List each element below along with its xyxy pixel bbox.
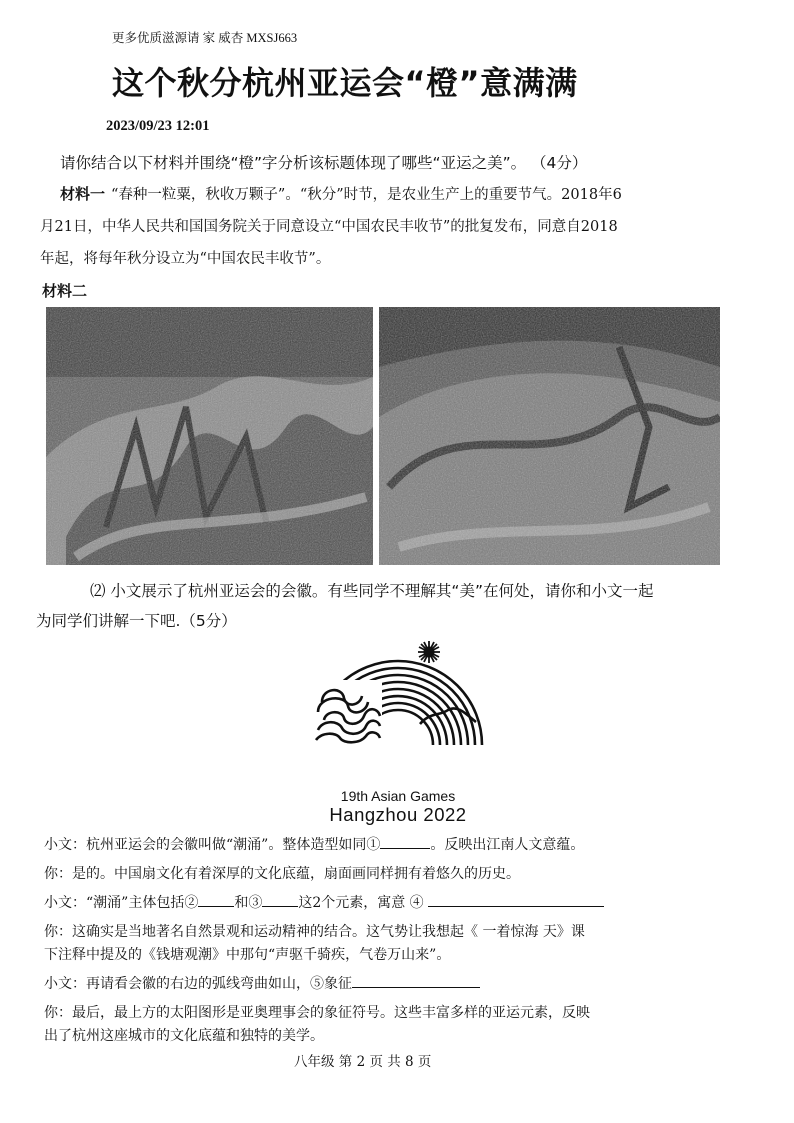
emblem-caption-city: Hangzhou 2022 <box>329 804 467 825</box>
dialogue-line-6b: 出了杭州这座城市的文化底蕴和独特的美学。 <box>44 1028 324 1044</box>
material-1-line-3: 年起，将每年秋分设立为“中国农民丰收节”。 <box>40 251 331 267</box>
article-date: 2023/09/23 12:01 <box>106 118 210 134</box>
photo-right <box>379 307 720 565</box>
material-1-line-2: 月21日，中华人民共和国国务院关于同意设立“中国农民丰收节”的批复发布，同意自2018 <box>40 219 618 235</box>
tide-waves-icon <box>312 680 382 746</box>
dialogue-text: 小文：“潮涌”主体包括② <box>44 895 199 911</box>
dialogue-line-1 <box>44 834 584 854</box>
answer-blank-1[interactable] <box>380 834 430 849</box>
page-footer: 八年级 第 2 页 共 8 页 <box>294 1054 432 1070</box>
dialogue-line-4a: 你：这确实是当地著名自然景观和运动精神的结合。这气势让我想起《 一着惊海 天》课 <box>44 924 585 940</box>
answer-blank-3[interactable] <box>262 892 298 907</box>
question-1: 请你结合以下材料并围绕“橙”字分析该标题体现了哪些“亚运之美”。 （4分） <box>60 154 588 172</box>
dialogue-line-6a: 你：最后，最上方的太阳图形是亚奥理事会的象征符号。这些丰富多样的亚运元素，反映 <box>44 1005 590 1021</box>
question-2-line-1: ⑵ 小文展示了杭州亚运会的会徽。有些同学不理解其“美”在何处，请你和小文一起 <box>90 582 654 600</box>
dialogue-text: 和③ <box>234 895 263 911</box>
dialogue-line-5 <box>44 973 480 993</box>
photo-left <box>46 307 373 565</box>
answer-blank-5[interactable] <box>352 973 480 988</box>
material-1-line-1 <box>60 183 622 204</box>
answer-blank-2[interactable] <box>198 892 234 907</box>
watermark-text: 更多优质滋源请 家 威杏 MXSJ663 <box>112 31 298 45</box>
material-1-label: 材料一 <box>60 185 106 203</box>
question-2-line-2: 为同学们讲解一下吧.（5分） <box>36 612 237 630</box>
material-1-text: “春种一粒粟，秋收万颗子”。“秋分”时节，是农业生产上的重要节气。2018年6 <box>111 187 622 203</box>
dialogue-text: 小文：杭州亚运会的会徽叫做“潮涌”。整体造型如同① <box>44 837 381 853</box>
material-2-label: 材料二 <box>42 282 88 300</box>
dialogue-text: 这2个元素，寓意 ④ <box>298 895 424 911</box>
dialogue-text: 小文：再请看会徽的右边的弧线弯曲如山，⑤象征 <box>44 976 352 992</box>
sun-icon <box>418 641 440 663</box>
dialogue-line-2: 你：是的。中国扇文化有着深厚的文化底蕴，扇面画同样拥有着悠久的历史。 <box>44 866 520 882</box>
dialogue-line-3 <box>44 892 604 912</box>
dialogue-line-4b: 下注释中提及的《钱塘观潮》中那句“声驱千骑疾，气卷万山来”。 <box>44 947 451 963</box>
article-title: 这个秋分杭州亚运会“橙”意满满 <box>112 64 578 102</box>
dialogue-text: 。反映出江南人文意蕴。 <box>430 837 585 853</box>
emblem-caption-games: 19th Asian Games <box>340 788 456 804</box>
answer-blank-4[interactable] <box>428 892 604 907</box>
